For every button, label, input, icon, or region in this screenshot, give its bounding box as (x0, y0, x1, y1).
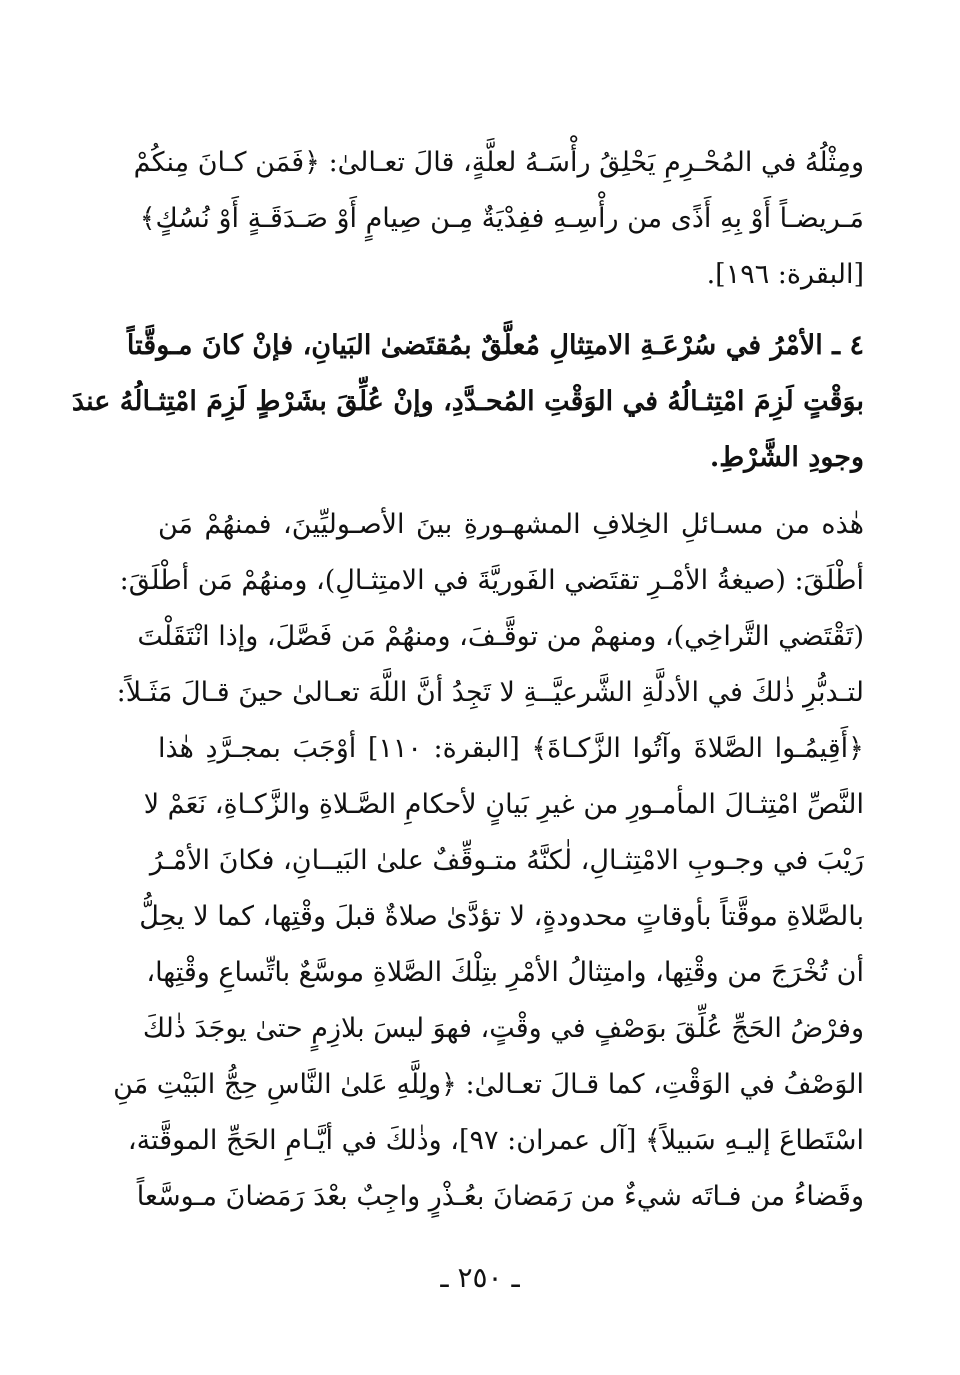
text-line: بالصَّلاةِ موقَّتاً بأوقاتٍ محدودةٍ، لا تؤدَّىٰ صلاةٌ قبلَ وقْتِها، كما لا يحِلُّ (139, 901, 864, 932)
paragraph-3 (113, 497, 864, 1225)
text-line: أن تُخْرَجَ من وقْتِها، وامتِثالُ الأمْرِ بتِلْكَ الصَّلاةِ موسَّعٌ باتِّساعِ وقْتِها، (146, 957, 864, 988)
text-line: وجودِ الشَّرْطِ. (709, 442, 864, 473)
text-line: وقَضاءُ من فـاتَه شيءٌ من رَمَضانَ بعُـذْرٍ واجِبٌ بعْدَ رَمَضانَ مـوسَّعاً (136, 1181, 864, 1212)
text-line: (تَقْتَضي التَّراخِي)، ومنهمْ من توقَّـفَ، ومنهُمْ مَن فَصَّلَ، وإذا انْتَقَلْتَ (137, 621, 864, 652)
text-line: هٰذه من مسـائلِ الخِلافِ المشهـورةِ بينَ الأصـوليِّينَ، فمنهُمْ مَن (158, 509, 864, 540)
text-line: وفرْضُ الحَجِّ عُلِّقَ بوَصْفٍ في وقْتٍ، فهوَ ليسَ بلازِمٍ حتىٰ يوجَدَ ذٰلكَ (142, 1013, 864, 1044)
text-line: ومِثْلُهُ في المُحْـرِمِ يَحْلِقُ رأْسَـهُ لعلَّةٍ، قالَ تعـالىٰ: ﴿فَمَن كـانَ مِنكُمْ (133, 147, 864, 178)
text-line: أطْلَقَ: (صيغةُ الأمْـرِ تقتَضي الفَوريَّةَ في الامتِثـالِ)، ومنهُمْ مَن أطْلَقَ: (119, 565, 864, 596)
text-line: النَّصِّ امْتِثـالَ المأمـورِ من غيرِ بَيانٍ لأحكامِ الصَّـلاةِ والزَّكـاةِ، نَعَمْ لا (143, 789, 864, 820)
text-line: ٤ ـ الأمْرُ في سُرْعَـةِ الامتِثالِ مُعلَّقٌ بمُقتَضىٰ البَيانِ، فإنْ كانَ مـوقَّتاً (126, 330, 864, 361)
page-number: ـ ٢٥٠ ـ (440, 1261, 520, 1294)
text-line: الوَصْفُ في الوَقْتِ، كما قـالَ تعـالىٰ: ﴿ولِلَّهِ عَلىٰ النَّاسِ حِجُّ البَيْتِ مَنِ (113, 1069, 864, 1100)
text-line: بوَقْتٍ لَزِمَ امْتِثـالُهُ في الوَقْتِ المُحـدَّدِ، وإنْ عُلِّقَ بشَرْطٍ لَزِمَ امْتِثـالُهُ عندَ (71, 386, 864, 417)
paragraph-2-rule (71, 318, 864, 486)
text-line: [البقرة: ١٩٦]. (706, 259, 864, 290)
text-line: مَـريضـاً أَوْ بِهِ أَذًى من رأْسِـهِ ففِدْيَةٌ مِـن صِيامٍ أَوْ صَـدَقَـةٍ أَوْ نُسُكٍ﴾ (139, 203, 864, 234)
text-line: لتـدبُّرِ ذٰلكَ في الأدلَّةِ الشَّرعيَّــةِ لا تَجِدُ أنَّ اللَّهَ تعـالىٰ حينَ قـالَ مَثَـلاً: (116, 677, 864, 708)
text-line: اسْتَطاعَ إليـهِ سَبيلاً﴾ [آل عمران: ٩٧]، وذٰلكَ في أيَّـامِ الحَجِّ الموقَّتة، (127, 1125, 864, 1156)
text-line: ﴿أَقِيمُـوا الصَّلاةَ وآتُوا الزَّكـاةَ﴾ [البقرة: ١١٠] أوْجَبَ بمجـرَّدِ هٰذا (158, 733, 864, 764)
text-line: رَيْبَ في وجـوبِ الامْتِثـالِ، لٰكنَّهُ متـوقِّفٌ علىٰ البَيــانِ، فكانَ الأمْـرُ (149, 845, 864, 876)
paragraph-1 (133, 135, 864, 303)
